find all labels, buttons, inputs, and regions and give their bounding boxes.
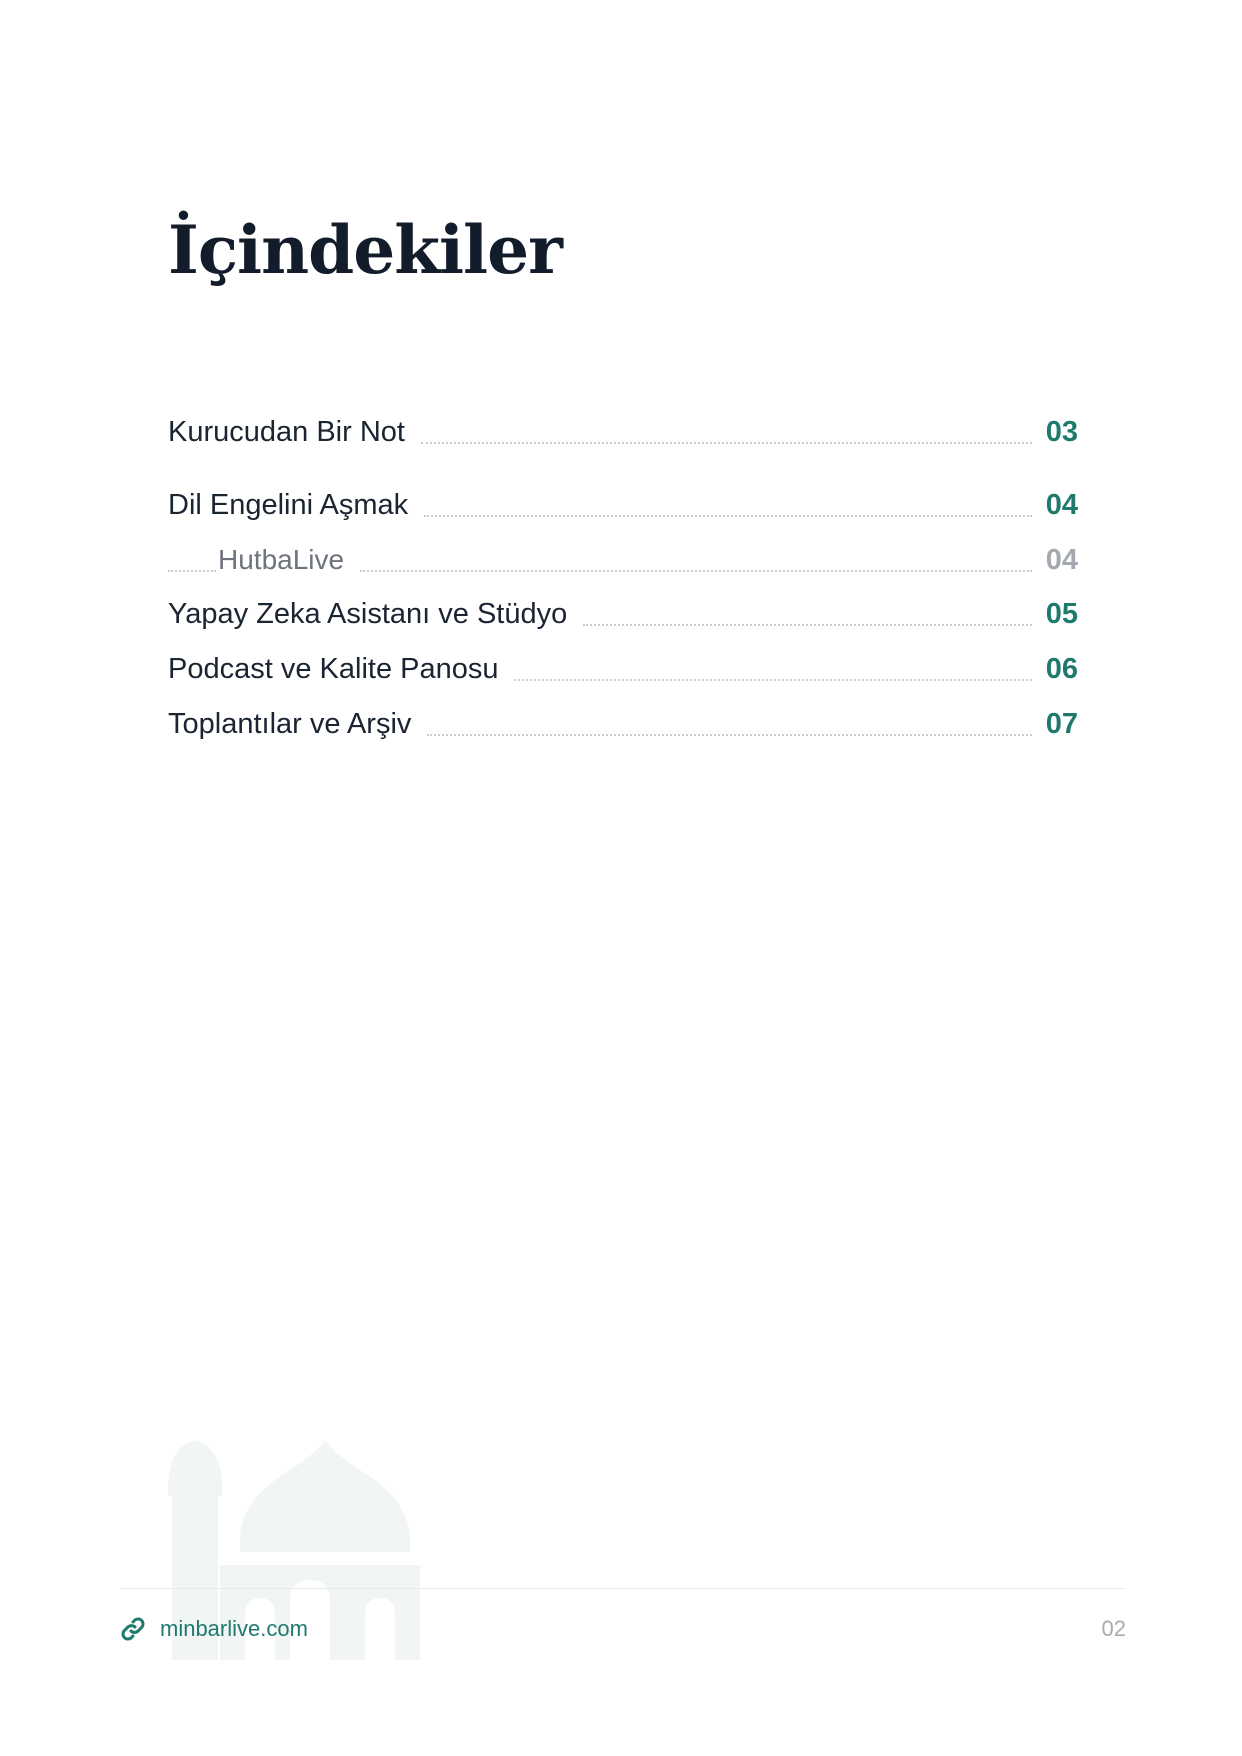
- toc-entry-label: Dil Engelini Aşmak: [168, 489, 409, 521]
- toc-entry-page: 03: [1045, 416, 1078, 448]
- toc-entry-label: Podcast ve Kalite Panosu: [168, 653, 499, 685]
- dot-leader: [583, 623, 1031, 626]
- dot-leader: [360, 569, 1032, 572]
- toc-entry-label: Yapay Zeka Asistanı ve Stüdyo: [168, 598, 568, 630]
- toc-entry-page: 04: [1045, 489, 1078, 521]
- page-number: 02: [1101, 1616, 1126, 1641]
- footer-url: minbarlive.com: [160, 1616, 308, 1641]
- dot-leader: [427, 733, 1031, 736]
- toc-entry-page: 06: [1045, 653, 1078, 685]
- table-of-contents: [168, 0, 1078, 800]
- toc-entry-page: 07: [1045, 708, 1078, 740]
- footer-website-link[interactable]: [118, 1614, 308, 1644]
- toc-entry-kurucudan-bir-not[interactable]: [168, 406, 1078, 450]
- toc-entry-yapay-zeka[interactable]: [168, 588, 1078, 632]
- page-title: İçindekiler: [168, 211, 562, 289]
- toc-entry-podcast[interactable]: [168, 643, 1078, 687]
- toc-entry-page: 05: [1045, 598, 1078, 630]
- toc-entry-label: Toplantılar ve Arşiv: [168, 708, 412, 740]
- toc-entry-page: 04: [1045, 544, 1078, 576]
- dot-leader: [514, 678, 1031, 681]
- dot-leader-indent: [168, 569, 216, 572]
- toc-entry-toplantilar[interactable]: [168, 698, 1078, 742]
- footer-divider: [120, 1588, 1126, 1589]
- toc-entry-label: Kurucudan Bir Not: [168, 416, 405, 448]
- toc-entry-dil-engelini-asmak[interactable]: [168, 479, 1078, 523]
- dot-leader: [424, 514, 1032, 517]
- toc-entry-label: HutbaLive: [218, 544, 345, 575]
- toc-subentry-hutbalive[interactable]: [168, 534, 1078, 578]
- dot-leader: [421, 441, 1032, 444]
- link-icon: [118, 1614, 148, 1644]
